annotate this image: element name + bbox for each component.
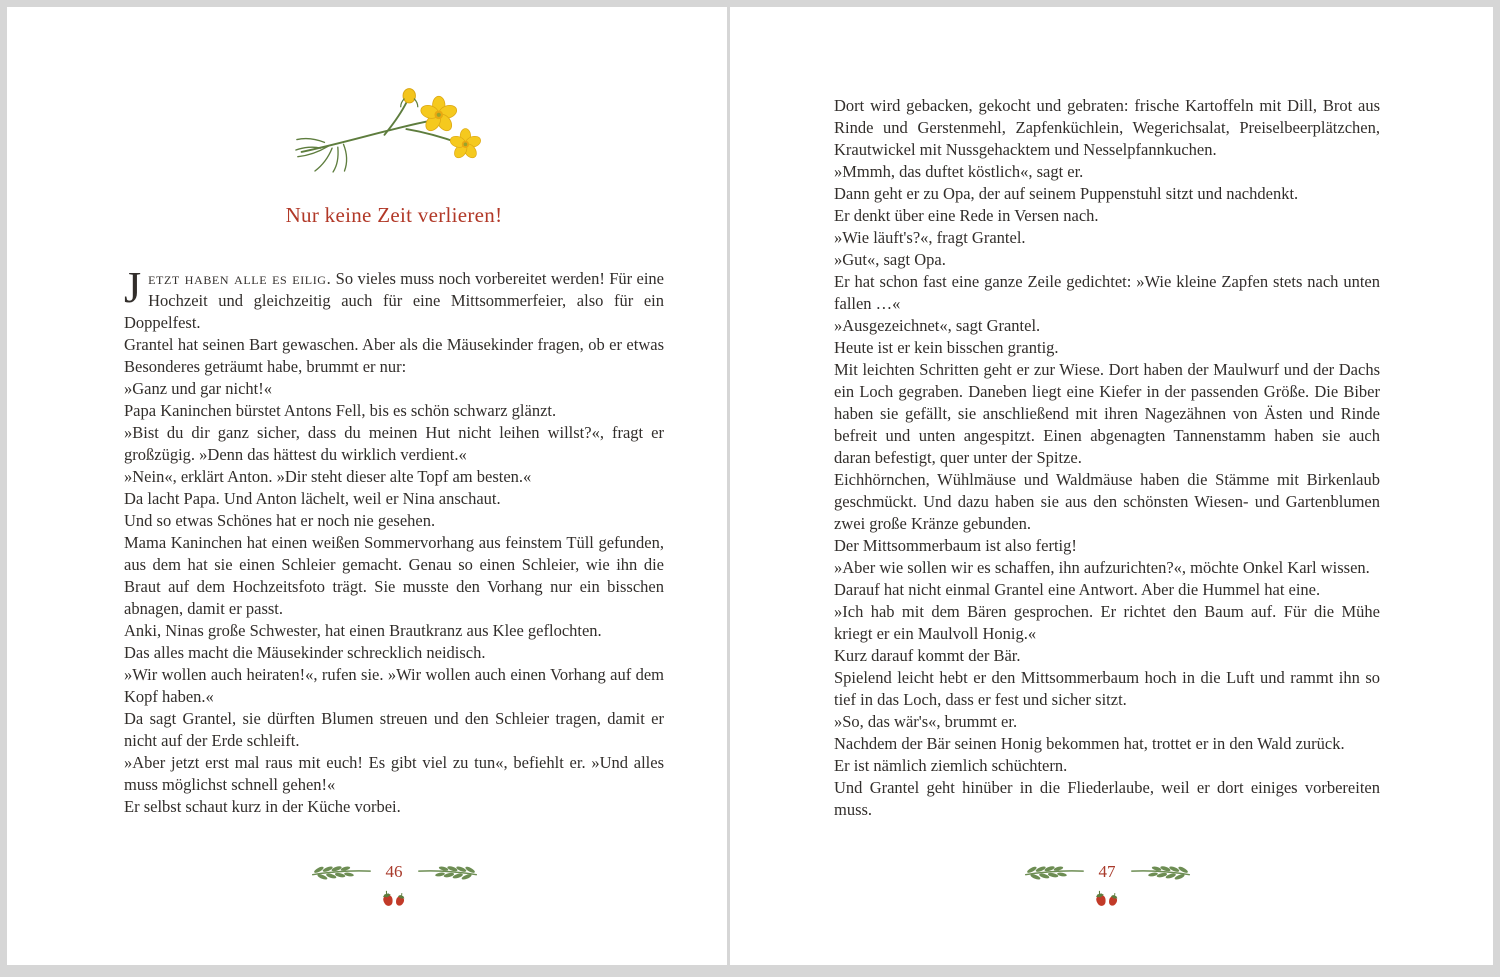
- paragraph: Mama Kaninchen hat einen weißen Sommervorhang aus feinstem Tüll gefunden, aus dem hat sie einen Schleier gemacht. Genau so einen Schleier, wie ihn die Braut auf dem Hochzeitsfoto trägt. Sie musste den Vorhang nur ein bisschen abnagen, damit er passt.: [124, 533, 664, 618]
- paragraph: Dann geht er zu Opa, der auf seinem Puppenstuhl sitzt und nachdenkt.: [834, 184, 1299, 203]
- paragraph: Und Grantel geht hinüber in die Fliederlaube, weil er dort einiges vorbereiten muss.: [834, 778, 1380, 819]
- paragraph: Kurz darauf kommt der Bär.: [834, 646, 1021, 665]
- paragraph: Der Mittsommerbaum ist also fertig!: [834, 536, 1077, 555]
- paragraph: »Aber jetzt erst mal raus mit euch! Es gibt viel zu tun«, befiehlt er. »Und alles muss möglichst schnell gehen!«: [124, 753, 664, 794]
- first-paragraph-text: So vieles muss noch vorbereitet werden! Für eine Hochzeit und gleichzeitig auch für eine Mittsommerfeier, also für ein Doppelfest.: [124, 269, 664, 332]
- paragraph: »Ich hab mit dem Bären gesprochen. Er richtet den Baum auf. Für die Mühe kriegt er ein Maulvoll Honig.«: [834, 602, 1380, 643]
- strawberries-icon: [376, 886, 412, 910]
- paragraph: Eichhörnchen, Wühlmäuse und Waldmäuse haben die Stämme mit Birkenlaub geschmückt. Und dazu haben sie aus den schönsten Wiesen- und Gartenblumen zwei große Kränze gebunden.: [834, 470, 1380, 533]
- left-page: [7, 7, 727, 965]
- paragraph: Er ist nämlich ziemlich schüchtern.: [834, 756, 1068, 775]
- drop-cap: J: [124, 263, 142, 312]
- vine-ornament-right-icon: [417, 863, 479, 881]
- paragraph: »Mmmh, das duftet köstlich«, sagt er.: [834, 162, 1084, 181]
- paragraph: Da lacht Papa. Und Anton lächelt, weil er Nina anschaut.: [124, 489, 501, 508]
- paragraph: »Wie läuft's?«, fragt Grantel.: [834, 228, 1026, 247]
- paragraph: Da sagt Grantel, sie dürften Blumen streuen und den Schleier tragen, damit er nicht auf der Erde schleift.: [124, 709, 664, 750]
- paragraph: »Ganz und gar nicht!«: [124, 379, 272, 398]
- left-page-paragraphs: [124, 334, 664, 818]
- paragraph: »Aber wie sollen wir es schaffen, ihn aufzurichten?«, möchte Onkel Karl wissen.: [834, 558, 1370, 577]
- paragraph: Heute ist er kein bisschen grantig.: [834, 338, 1059, 357]
- paragraph: »So, das wär's«, brummt er.: [834, 712, 1018, 731]
- opening-small-caps: etzt haben alle es eilig.: [148, 269, 332, 288]
- vine-ornament-left-icon: [310, 863, 372, 881]
- strawberries-icon: [1089, 886, 1125, 910]
- paragraph: Er hat schon fast eine ganze Zeile gedichtet: »Wie kleine Zapfen stets nach unten fallen …«: [834, 272, 1380, 313]
- paragraph: Dort wird gebacken, gekocht und gebraten: frische Kartoffeln mit Dill, Brot aus Rinde und Gerstenmehl, Zapfenküchlein, Wegerichsalat, Preiselbeerplätzchen, Krautwickel mit Nussgehacktem und Nesselpfannkuchen.: [834, 96, 1380, 159]
- paragraph: »Nein«, erklärt Anton. »Dir steht dieser alte Topf am besten.«: [124, 467, 532, 486]
- paragraph: Und so etwas Schönes hat er noch nie gesehen.: [124, 511, 436, 530]
- right-page-paragraphs: [834, 95, 1380, 821]
- paragraph: Grantel hat seinen Bart gewaschen. Aber als die Mäusekinder fragen, ob er etwas Besonderes geträumt habe, brummt er nur:: [124, 335, 664, 376]
- paragraph: Mit leichten Schritten geht er zur Wiese. Dort haben der Maulwurf und der Dachs ein Loch gegraben. Daneben liegt eine Kiefer in der passenden Größe. Die Biber haben sie gefällt, sie anschließend mit ihren Nagezähnen von Ästen und Rinde befreit und unten angespitzt. Einen abgenagten Tannenstamm haben sie auch daran befestigt, quer unter der Spitze.: [834, 360, 1380, 467]
- paragraph: »Wir wollen auch heiraten!«, rufen sie. »Wir wollen auch einen Vorhang auf dem Kopf haben.«: [124, 665, 664, 706]
- right-page-text: [834, 95, 1380, 821]
- paragraph: »Gut«, sagt Opa.: [834, 250, 946, 269]
- paragraph: »Bist du dir ganz sicher, dass du meinen Hut nicht leihen willst?«, fragt er großzügig. »Denn das hättest du wirklich verdient.«: [124, 423, 664, 464]
- paragraph: »Ausgezeichnet«, sagt Grantel.: [834, 316, 1041, 335]
- footer-ornament-row: [834, 860, 1380, 884]
- paragraph: Nachdem der Bär seinen Honig bekommen hat, trottet er in den Wald zurück.: [834, 734, 1345, 753]
- paragraph: Spielend leicht hebt er den Mittsommerbaum hoch in die Luft und rammt ihn so tief in das Loch, dass er fest und sicher sitzt.: [834, 668, 1380, 709]
- page-number: 46: [385, 862, 403, 881]
- left-page-text: [124, 263, 664, 818]
- paragraph: Papa Kaninchen bürstet Antons Fell, bis es schön schwarz glänzt.: [124, 401, 557, 420]
- right-page: [730, 7, 1493, 965]
- buttercup-illustration: [124, 83, 664, 183]
- right-page-footer: [834, 860, 1380, 915]
- paragraph-first: [124, 263, 664, 334]
- footer-ornament-row: [124, 860, 664, 884]
- vine-ornament-left-icon: [1023, 863, 1085, 881]
- paragraph: Er selbst schaut kurz in der Küche vorbei.: [124, 797, 401, 816]
- vine-ornament-right-icon: [1130, 863, 1192, 881]
- paragraph: Er denkt über eine Rede in Versen nach.: [834, 206, 1099, 225]
- chapter-title: Nur keine Zeit verlieren!: [285, 203, 503, 227]
- left-page-footer: [124, 860, 664, 915]
- buttercup-flowers-icon: [294, 83, 494, 179]
- page-number: 47: [1098, 862, 1116, 881]
- paragraph: Anki, Ninas große Schwester, hat einen Brautkranz aus Klee geflochten.: [124, 621, 602, 640]
- paragraph: Darauf hat nicht einmal Grantel eine Antwort. Aber die Hummel hat eine.: [834, 580, 1321, 599]
- paragraph: Das alles macht die Mäusekinder schrecklich neidisch.: [124, 643, 486, 662]
